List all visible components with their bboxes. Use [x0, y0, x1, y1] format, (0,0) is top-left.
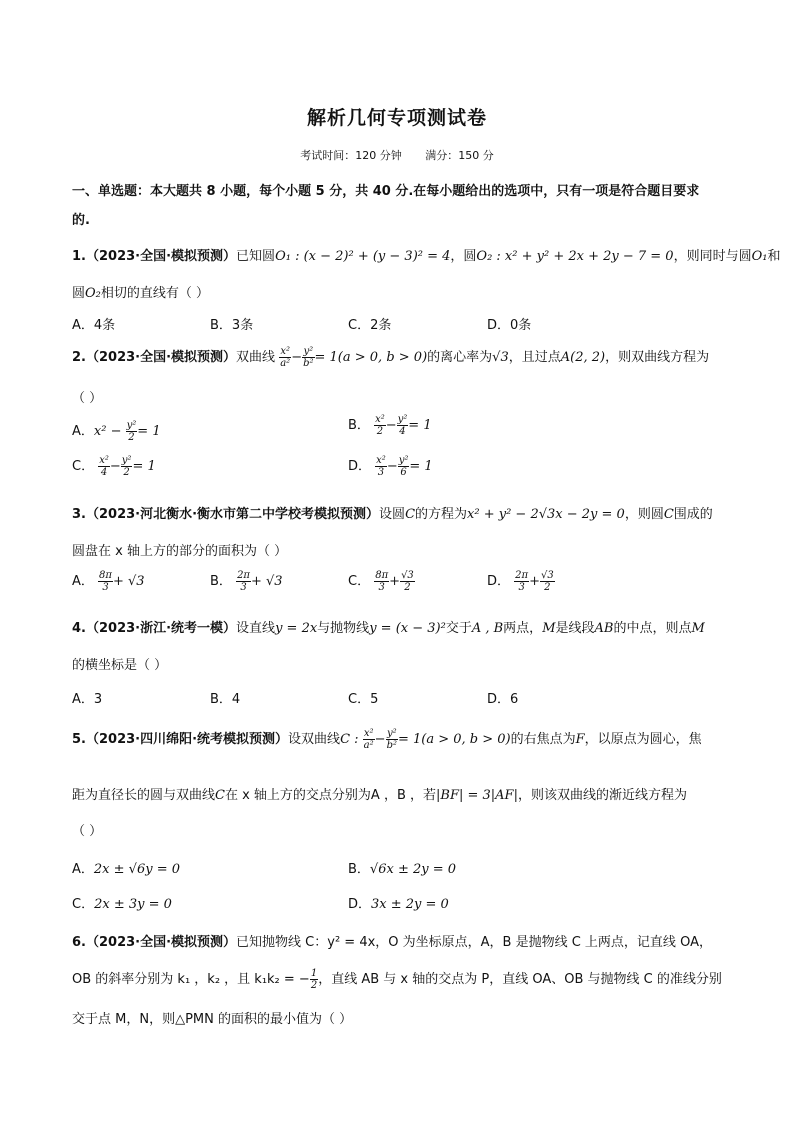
q6-line1: 6.（2023·全国·模拟预测）已知抛物线 C：y² = 4x，O 为坐标原点，A，B 是抛物线 C 上两点，记直线 OA， [72, 935, 712, 950]
q4-line2: 的横坐标是（ ） [72, 658, 168, 673]
section-heading: 一、单选题：本大题共 8 小题，每个小题 5 分，共 40 分.在每小题给出的选项中，只有一项是符合题目要求 [72, 184, 700, 199]
q3-line2: 圆盘在 x 轴上方的部分的面积为（ ） [72, 544, 288, 559]
q1-number: 1. [72, 249, 86, 264]
q6-line3: 交于点 M，N，则△PMN 的面积的最小值为（ ） [72, 1012, 353, 1027]
q2-option-b[interactable]: B． $\frac{\text{x²}}{2}$ − $\frac{\text{y²}}{4}$ = 1 [348, 414, 432, 437]
q2-line1: 2.（2023·全国·模拟预测）双曲线 $\frac{\text{x²}}{\text{a²}}$ − $\frac{\text{y²}}{\text{b²}}$ = 1(a > 0, b > 0)的离心率为√3，且过点A(2, 2)，则双曲线方程为 [72, 346, 710, 369]
q3-option-b[interactable]: B． $\frac{2\pi}{3}$ + √3 [210, 570, 283, 593]
section-heading-cont: 的. [72, 213, 90, 228]
q1-option-b[interactable]: B．3条 [210, 318, 254, 333]
q3-number: 3. [72, 507, 86, 522]
q6-number: 6. [72, 935, 86, 950]
q4-number: 4. [72, 621, 86, 636]
q1-option-a[interactable]: A．4条 [72, 318, 116, 333]
q5-option-d[interactable]: D．3x ± 2y = 0 [348, 897, 449, 912]
q1-circle2: O₂ : x² + y² + 2x + 2y − 7 = 0 [476, 249, 674, 264]
q3-option-d[interactable]: D． $\frac{2\pi}{3}$ + $\frac{√3}{2}$ [487, 570, 554, 593]
q2-number: 2. [72, 350, 86, 365]
q4-option-c[interactable]: C．5 [348, 692, 379, 707]
q1-option-c[interactable]: C．2条 [348, 318, 392, 333]
q2-line2: （ ） [72, 391, 103, 406]
q5-line1: 5.（2023·四川绵阳·统考模拟预测）设双曲线C : $\frac{\text{x²}}{\text{a²}}$ − $\frac{\text{y²}}{\text{b²}}$ = 1(a > 0, b > 0)的右焦点为F，以原点为圆心，焦 [72, 728, 702, 751]
q3-option-c[interactable]: C． $\frac{8\pi}{3}$ + $\frac{√3}{2}$ [348, 570, 414, 593]
q6-line2: OB 的斜率分别为 k₁ ，k₂ ，且 k₁k₂ = − $\frac{1}{2}$ ，直线 AB 与 x 轴的交点为 P，直线 OA、OB 与抛物线 C 的准线分别 [72, 968, 722, 991]
q4-option-b[interactable]: B．4 [210, 692, 241, 707]
q5-source: （2023·四川绵阳·统考模拟预测） [85, 732, 289, 747]
q2-source: （2023·全国·模拟预测） [85, 350, 237, 365]
q4-option-a[interactable]: A．3 [72, 692, 103, 707]
exam-info [0, 147, 794, 163]
q4-source: （2023·浙江·统考一模） [85, 621, 237, 636]
q4-option-d[interactable]: D．6 [487, 692, 519, 707]
q5-line2: 距为直径长的圆与双曲线C在 x 轴上方的交点分别为A ，B ，若|BF| = 3|AF|，则该双曲线的渐近线方程为 [72, 788, 687, 803]
q5-option-a[interactable]: A．2x ± √6y = 0 [72, 862, 180, 877]
q6-source: （2023·全国·模拟预测） [85, 935, 237, 950]
page-title: 解析几何专项测试卷 [306, 107, 487, 129]
q1-source: （2023·全国·模拟预测） [85, 249, 237, 264]
exam-time: 考试时间：120 分钟 [300, 149, 402, 162]
q5-line3: （ ） [72, 824, 103, 839]
q1-line1: 1.（2023·全国·模拟预测）已知圆O₁ : (x − 2)² + (y − 3)² = 4，圆O₂ : x² + y² + 2x + 2y − 7 = 0，则同时与圆O₁和 [72, 249, 781, 264]
q1-option-d[interactable]: D．0条 [487, 318, 532, 333]
q4-line1: 4.（2023·浙江·统考一模）设直线y = 2x与抛物线y = (x − 3)²交于A , B两点，M是线段AB的中点，则点M [72, 621, 705, 636]
q5-number: 5. [72, 732, 86, 747]
q3-line1: 3.（2023·河北衡水·衡水市第二中学校考模拟预测）设圆C的方程为x² + y² − 2√3x − 2y = 0，则圆C围成的 [72, 507, 713, 522]
q5-option-c[interactable]: C．2x ± 3y = 0 [72, 897, 172, 912]
q2-option-c[interactable]: C． $\frac{\text{x²}}{4}$ − $\frac{\text{y²}}{2}$ = 1 [72, 455, 156, 478]
q5-option-b[interactable]: B．√6x ± 2y = 0 [348, 862, 457, 877]
q3-source: （2023·河北衡水·衡水市第二中学校考模拟预测） [85, 507, 380, 522]
q1-circle1: O₁ : (x − 2)² + (y − 3)² = 4 [275, 249, 451, 264]
q1-line2: 圆O₂相切的直线有（ ） [72, 286, 210, 301]
q3-option-a[interactable]: A． $\frac{8\pi}{3}$ + √3 [72, 570, 145, 593]
q2-option-d[interactable]: D． $\frac{\text{x²}}{3}$ − $\frac{\text{y²}}{6}$ = 1 [348, 455, 433, 478]
full-score: 满分：150 分 [425, 149, 494, 162]
q2-option-a[interactable]: A．x² − $\frac{\text{y²}}{2}$ = 1 [72, 420, 161, 443]
